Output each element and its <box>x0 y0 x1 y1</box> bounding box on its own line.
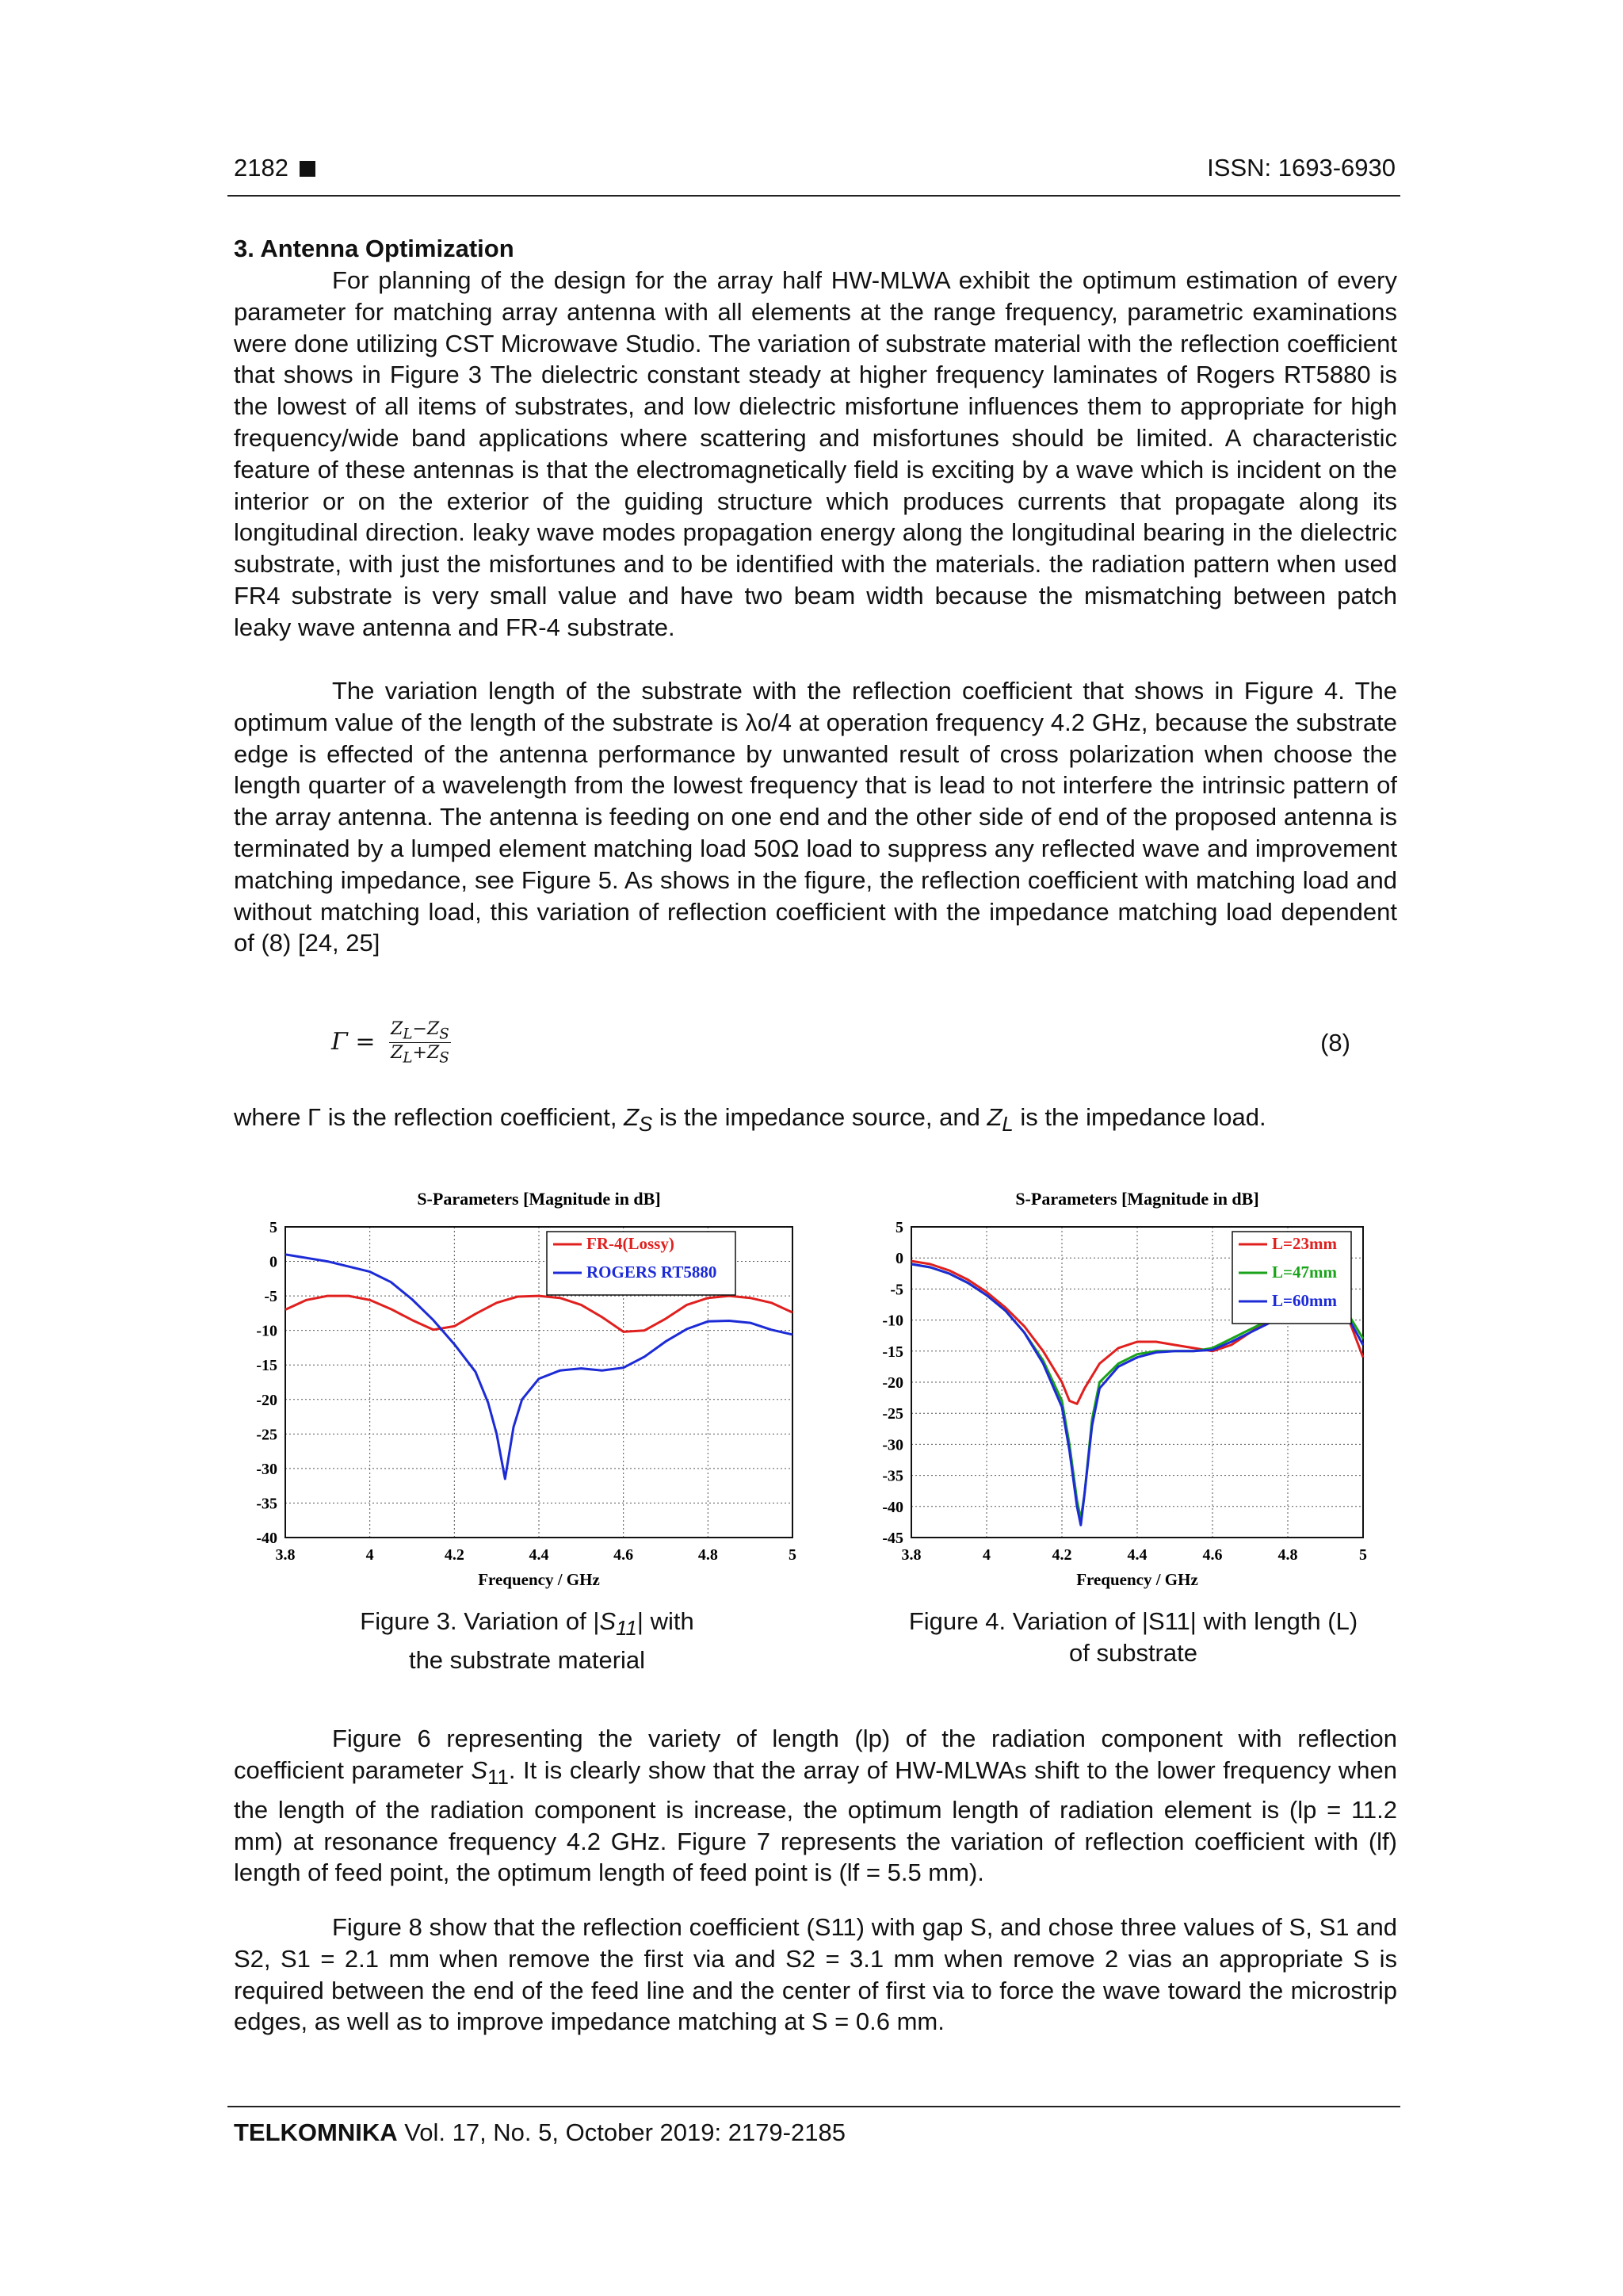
y-tick-label: -5 <box>890 1281 903 1299</box>
x-tick-label: 4.4 <box>529 1546 549 1564</box>
x-tick-label: 5 <box>1359 1546 1367 1564</box>
y-tick-label: -30 <box>256 1460 277 1478</box>
paragraph-2: The variation length of the substrate with the reflection coefficient that shows in Figure 4. The optimum value of the length of the substrate is λo/4 at operation frequency 4.2 GHz, because the substrate edge is effected of the antenna performance by unwanted result of cross polarization when choose the length quarter of a wavelength from the lowest frequency that is lead to not interfere the intrinsic pattern of the array antenna. The antenna is feeding on one end and the other side of end of the proposed antenna is terminated by a lumped element matching load 50Ω load to suppress any reflected wave and improvement matching impedance, see Figure 5. As shows in the figure, the reflection coefficient with matching load and without matching load, this variation of reflection coefficient with the impedance matching load dependent of (8) [24, 25] <box>234 677 1397 957</box>
figure-4-chart <box>856 1181 1379 1593</box>
y-tick-label: -15 <box>256 1357 277 1375</box>
y-tick-label: 0 <box>269 1253 277 1271</box>
figure-4-caption-line1: Figure 4. Variation of |S11| with length (L) <box>908 1607 1358 1635</box>
chart-title: S-Parameters [Magnitude in dB] <box>1015 1189 1259 1209</box>
issn: ISSN: 1693-6930 <box>1207 154 1396 181</box>
y-tick-label: 5 <box>896 1219 903 1236</box>
y-tick-label: -20 <box>256 1391 277 1409</box>
equation-8 <box>331 1019 451 1067</box>
figure-3-caption <box>313 1606 741 1676</box>
figure-4-caption-line2: of substrate <box>1069 1639 1197 1667</box>
y-tick-label: 5 <box>269 1219 277 1236</box>
x-tick-label: 3.8 <box>901 1546 922 1564</box>
y-tick-label: 0 <box>896 1250 903 1268</box>
x-tick-label: 4.2 <box>1052 1546 1072 1564</box>
paragraph-4: Figure 8 show that the reflection coefficient (S11) with gap S, and chose three values of S, S1 and S2, S1 = 2.1 mm when remove the first via and S2 = 3.1 mm when remove 2 vias an appropriate S is required between the end of the feed line and the center of first via to force the wave toward the microstrip edges, as well as to improve impedance matching at S = 0.6 mm. <box>234 1913 1397 2036</box>
legend-label: L=60mm <box>1272 1291 1337 1310</box>
equation-denominator: $Z_L+Z_S$ <box>391 1043 449 1067</box>
x-tick-label: 4 <box>983 1546 991 1564</box>
y-tick-label: -35 <box>882 1467 903 1485</box>
equation-fraction <box>389 1019 451 1067</box>
y-tick-label: -40 <box>882 1498 903 1516</box>
y-tick-label: -10 <box>882 1312 903 1330</box>
square-bullet-icon <box>300 161 315 177</box>
y-tick-label: -10 <box>256 1322 277 1340</box>
y-tick-label: -40 <box>256 1530 277 1547</box>
x-tick-label: 4.8 <box>1277 1546 1298 1564</box>
header-rule <box>227 195 1400 197</box>
y-tick-label: -25 <box>256 1426 277 1444</box>
x-tick-label: 5 <box>789 1546 796 1564</box>
legend-label: L=23mm <box>1272 1234 1337 1253</box>
footer-rule <box>227 2106 1400 2107</box>
figure-3-caption-line2: the substrate material <box>408 1646 646 1675</box>
legend-label: ROGERS RT5880 <box>586 1263 717 1282</box>
y-tick-label: -25 <box>882 1405 903 1423</box>
journal-details: Vol. 17, No. 5, October 2019: 2179-2185 <box>397 2118 846 2146</box>
page-number <box>234 154 315 182</box>
y-tick-label: -15 <box>882 1343 903 1361</box>
x-tick-label: 4 <box>365 1546 374 1564</box>
x-tick-label: 3.8 <box>275 1546 296 1564</box>
footer <box>234 2118 846 2147</box>
page-number-text: 2182 <box>234 154 288 181</box>
equation-number: (8) <box>1320 1029 1350 1056</box>
x-tick-label: 4.6 <box>1202 1546 1223 1564</box>
y-tick-label: -5 <box>264 1288 277 1306</box>
x-tick-label: 4.2 <box>444 1546 464 1564</box>
where-line: where Γ is the reflection coefficient, $Z_S$ is the impedance source, and $Z_L$ is the impedance load. <box>234 1103 1266 1137</box>
journal-name: TELKOMNIKA <box>234 2118 398 2146</box>
x-axis-label: Frequency / GHz <box>478 1570 600 1589</box>
y-tick-label: -35 <box>256 1495 277 1513</box>
x-axis-label: Frequency / GHz <box>1076 1570 1198 1589</box>
figure-3-chart <box>230 1181 808 1593</box>
figure-3-caption-line1: Figure 3. Variation of $|S_{11}|$ with <box>360 1607 694 1641</box>
x-tick-label: 4.4 <box>1127 1546 1148 1564</box>
x-tick-label: 4.8 <box>697 1546 718 1564</box>
paragraph-3: Figure 6 representing the variety of length (lp) of the radiation component with reflection coefficient parameter $S_{11}$. It is clearly show that the array of HW-MLWAs shift to the lower frequency when the length of the radiation component is increase, the optimum length of radiation element is (lp = 11.2 mm) at resonance frequency 4.2 GHz. Figure 7 represents the variation of reflection coefficient with (lf) length of feed point, the optimum length of feed point is (lf = 5.5 mm). <box>234 1725 1397 1887</box>
y-tick-label: -20 <box>882 1374 903 1392</box>
paragraph-1: For planning of the design for the array half HW-MLWA exhibit the optimum estimation of every parameter for matching array antenna with all elements at the range frequency, parametric examinations were done utilizing CST Microwave Studio. The variation of substrate material with the reflection coefficient that shows in Figure 3 The dielectric constant steady at higher frequency laminates of Rogers RT5880 is the lowest of all items of substrates, and low dielectric misfortune influences them to appropriate for high frequency/wide band applications where scattering and misfortunes should be limited. A characteristic feature of these antennas is that the electromagnetically field is exciting by a wave which is incident on the interior or on the exterior of the guiding structure which produces currents that propagate along its longitudinal direction. leaky wave modes propagation energy along the longitudinal bearing in the dielectric substrate, with just the misfortunes and to be identified with the materials. the radiation pattern when used FR4 substrate is very small value and have two beam width because the mismatching between patch leaky wave antenna and FR-4 substrate. <box>234 266 1397 641</box>
x-tick-label: 4.6 <box>613 1546 634 1564</box>
section-title: 3. Antenna Optimization <box>234 235 514 262</box>
y-tick-label: -30 <box>882 1436 903 1454</box>
y-tick-label: -45 <box>882 1530 903 1547</box>
equation-numerator: $Z_L-Z_S$ <box>391 1019 449 1043</box>
legend-label: FR-4(Lossy) <box>586 1234 674 1253</box>
equation-lhs: Γ = <box>331 1027 376 1056</box>
figure-4-caption <box>856 1606 1411 1669</box>
legend-label: L=47mm <box>1272 1263 1337 1282</box>
chart-title: S-Parameters [Magnitude in dB] <box>417 1189 661 1209</box>
